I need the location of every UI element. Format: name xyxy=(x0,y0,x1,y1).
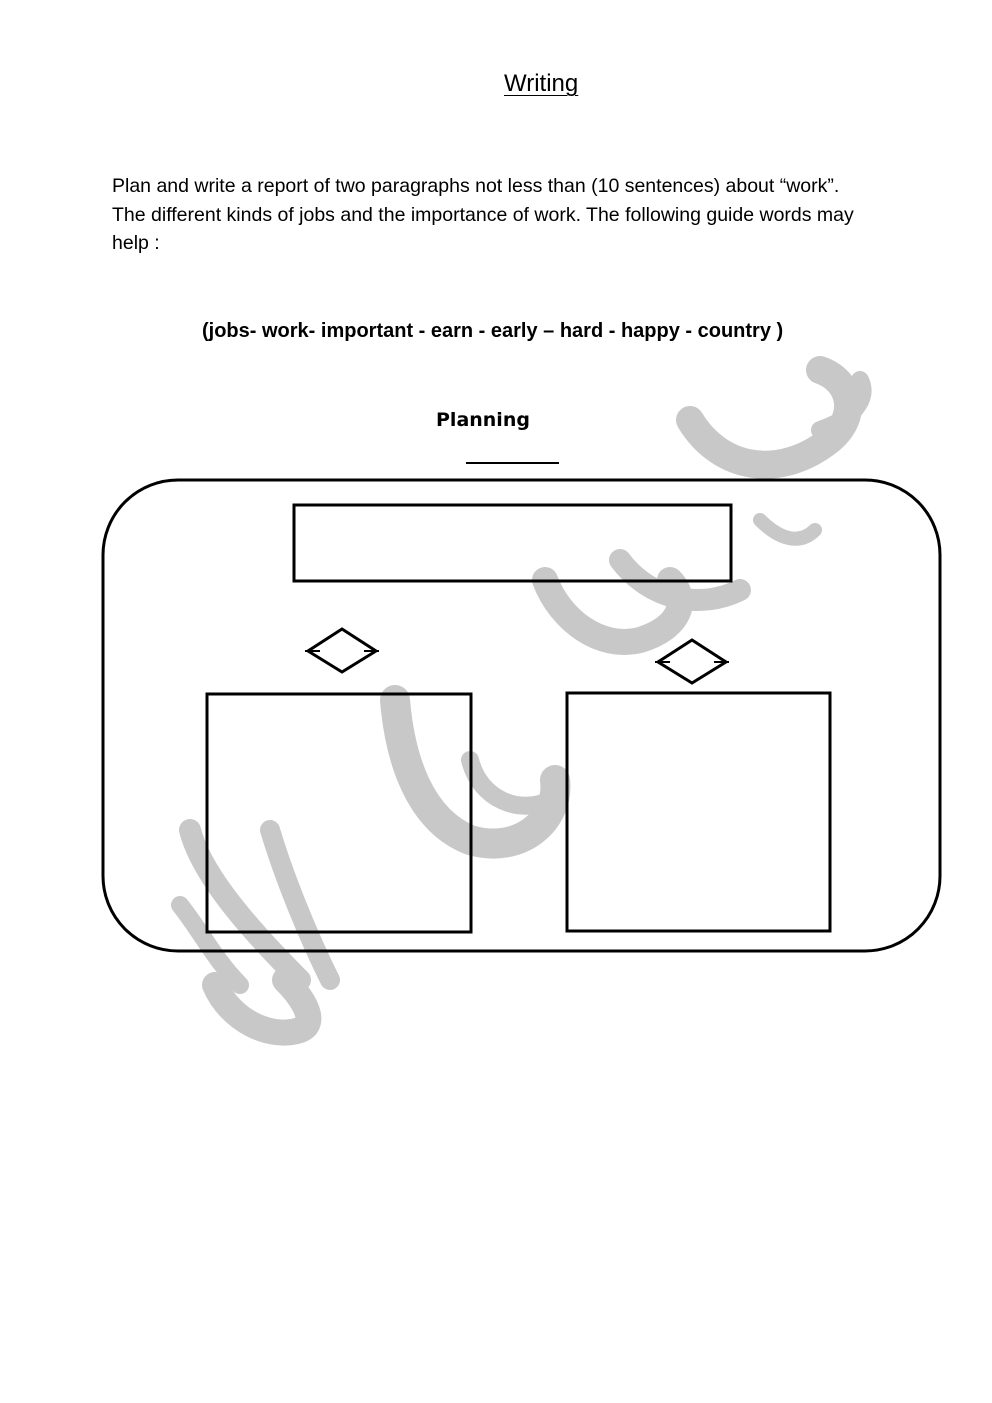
instructions-line-1: Plan and write a report of two paragraphs not less than (10 sentences) about “work”. xyxy=(112,175,840,197)
planning-frame xyxy=(103,480,940,951)
right-paragraph-box[interactable] xyxy=(567,693,830,931)
guide-words: (jobs- work- important - earn - early – hard - happy - country ) xyxy=(202,320,784,342)
instructions-line-2: The different kinds of jobs and the importance of work. The following guide words may xyxy=(112,203,854,226)
right-connector-diamond-icon xyxy=(655,640,729,683)
instructions-line-3: help : xyxy=(112,232,160,254)
left-connector-diamond-icon xyxy=(305,629,379,672)
page-heading: Writing xyxy=(504,70,579,97)
task-instructions xyxy=(112,172,962,258)
planning-underline xyxy=(466,462,559,464)
planning-label: Planning xyxy=(436,409,530,431)
